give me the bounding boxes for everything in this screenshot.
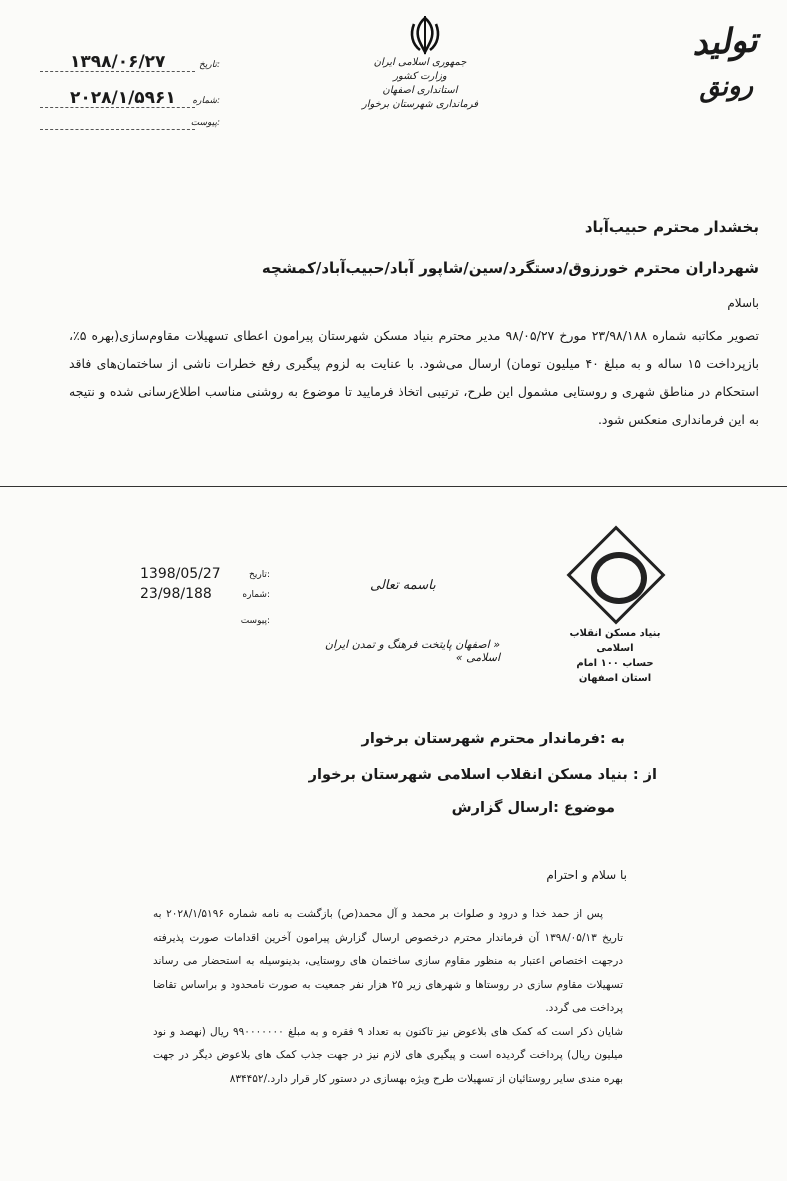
attachment-label: پیوست:	[240, 616, 270, 626]
stamp-rownagh: رونق	[698, 70, 754, 104]
date-label: تاریخ:	[199, 60, 220, 70]
page-separator	[0, 486, 787, 487]
letter2-to: به :فرماندار محترم شهرستان برخوار	[361, 731, 625, 747]
stamp-tolid: تولید	[690, 20, 759, 64]
logo-caption	[565, 626, 665, 686]
letter1-date: ۱۳۹۸/۰۶/۲۷	[70, 52, 166, 72]
date-label: تاریخ:	[249, 570, 270, 580]
government-header	[345, 56, 495, 112]
number-label: شماره:	[192, 96, 220, 106]
letter1-body: تصویر مکاتبه شماره ۲۳/۹۸/۱۸۸ مورخ ۹۸/۰۵/۲۷ مدیر محترم بنیاد مسکن شهرستان پیرامون اعطای تسهیلات مقاوم‌سازی(بهره ۵٪، بازپرداخت ۱۵ ساله و به مبلغ ۴۰ میلیون تومان) ارسال می‌شود. با عنایت به لزوم پیگیری رفع خطرات ناشی از ساختمان‌های فاقد استحکام در مناطق شهری و روستایی مشمول این طرح، ترتیبی اتخاذ فرمایید تا موضوع به روشنی مناسب اطلاع‌رسانی شده و نتیجه به این فرمانداری منعکس شود.	[69, 328, 759, 427]
gov-line: جمهوری اسلامی ایران	[373, 57, 467, 68]
letter1-greeting: باسلام	[727, 296, 759, 310]
number-label: شماره:	[242, 590, 270, 600]
paragraph: پس از حمد خدا و درود و صلوات بر محمد و آل محمد(ص) بازگشت به نامه شماره ۲۰۲۸/۱/۵۱۹۶ به تاریخ ۱۳۹۸/۰۵/۱۳ آن فرماندار محترم درخصوص ارسال گزارش پیرامون آخرین اقدامات صورت پذیرفته درجهت اختصاص اعتبار به منظور مقاوم سازی ساختمان های روستایی، بدینوسیله به استحضار می رساند تسهیلات مقاوم سازی در روستاها و شهرهای زیر ۲۵ هزار نفر جمعیت به صورت نامحدود و براساس تقاضا پرداخت می گردد.	[153, 908, 623, 1014]
letter1-meta	[40, 52, 230, 132]
logo-line: بنیاد مسکن انقلاب اسلامی	[569, 628, 661, 654]
bonyad-maskan-logo	[565, 530, 665, 684]
letter2-number: 23/98/188	[140, 586, 212, 602]
letter1-number: ۲۰۲۸/۱/۵۹۶۱	[70, 88, 176, 108]
paragraph: شایان ذکر است که کمک های بلاعوض نیز تاکنون به تعداد ۹ فقره و به مبلغ ۹۹۰۰۰۰۰۰۰ ریال (نهصد و نود میلیون ریال) پرداخت گردیده است و پیگیری های لازم نیز در جهت جذب کمک های بلاعوض دیگر در جهت بهره مندی سایر روستائیان از تسهیلات طرح ویژه بهسازی در دستور کار قرار دارد./۸۳۴۴۵۲	[153, 1025, 623, 1085]
gov-line: استانداری اصفهان	[382, 85, 458, 96]
gov-line: وزارت کشور	[393, 71, 447, 82]
gov-line: فرمانداری شهرستان برخوار	[361, 99, 479, 110]
letter2-subject: موضوع :ارسال گزارش	[451, 800, 615, 816]
letter2-body	[153, 903, 623, 1091]
letter2-from: از : بنیاد مسکن انقلاب اسلامی شهرستان برخوار	[308, 767, 657, 783]
bismillah: باسمه تعالی	[370, 578, 436, 593]
logo-line: استان اصفهان	[578, 673, 652, 684]
logo-ring-icon	[591, 552, 647, 604]
attachment-label: پیوست:	[190, 118, 220, 128]
slogan: « اصفهان پایتخت فرهنگ و تمدن ایران اسلامی »	[324, 638, 500, 664]
letter2-greeting: با سلام و احترام	[546, 868, 627, 882]
addressee-2: شهرداران محترم خورزوق/دستگرد/سین/شاپور آباد/حبیب‌آباد/کمشچه	[261, 259, 759, 277]
letter2-date: 1398/05/27	[140, 566, 221, 582]
iran-emblem-icon	[408, 14, 442, 56]
letter2-meta	[130, 566, 290, 632]
logo-line: حساب ۱۰۰ امام	[576, 658, 654, 669]
addressee-1: بخشدار محترم حبیب‌آباد	[584, 218, 759, 236]
